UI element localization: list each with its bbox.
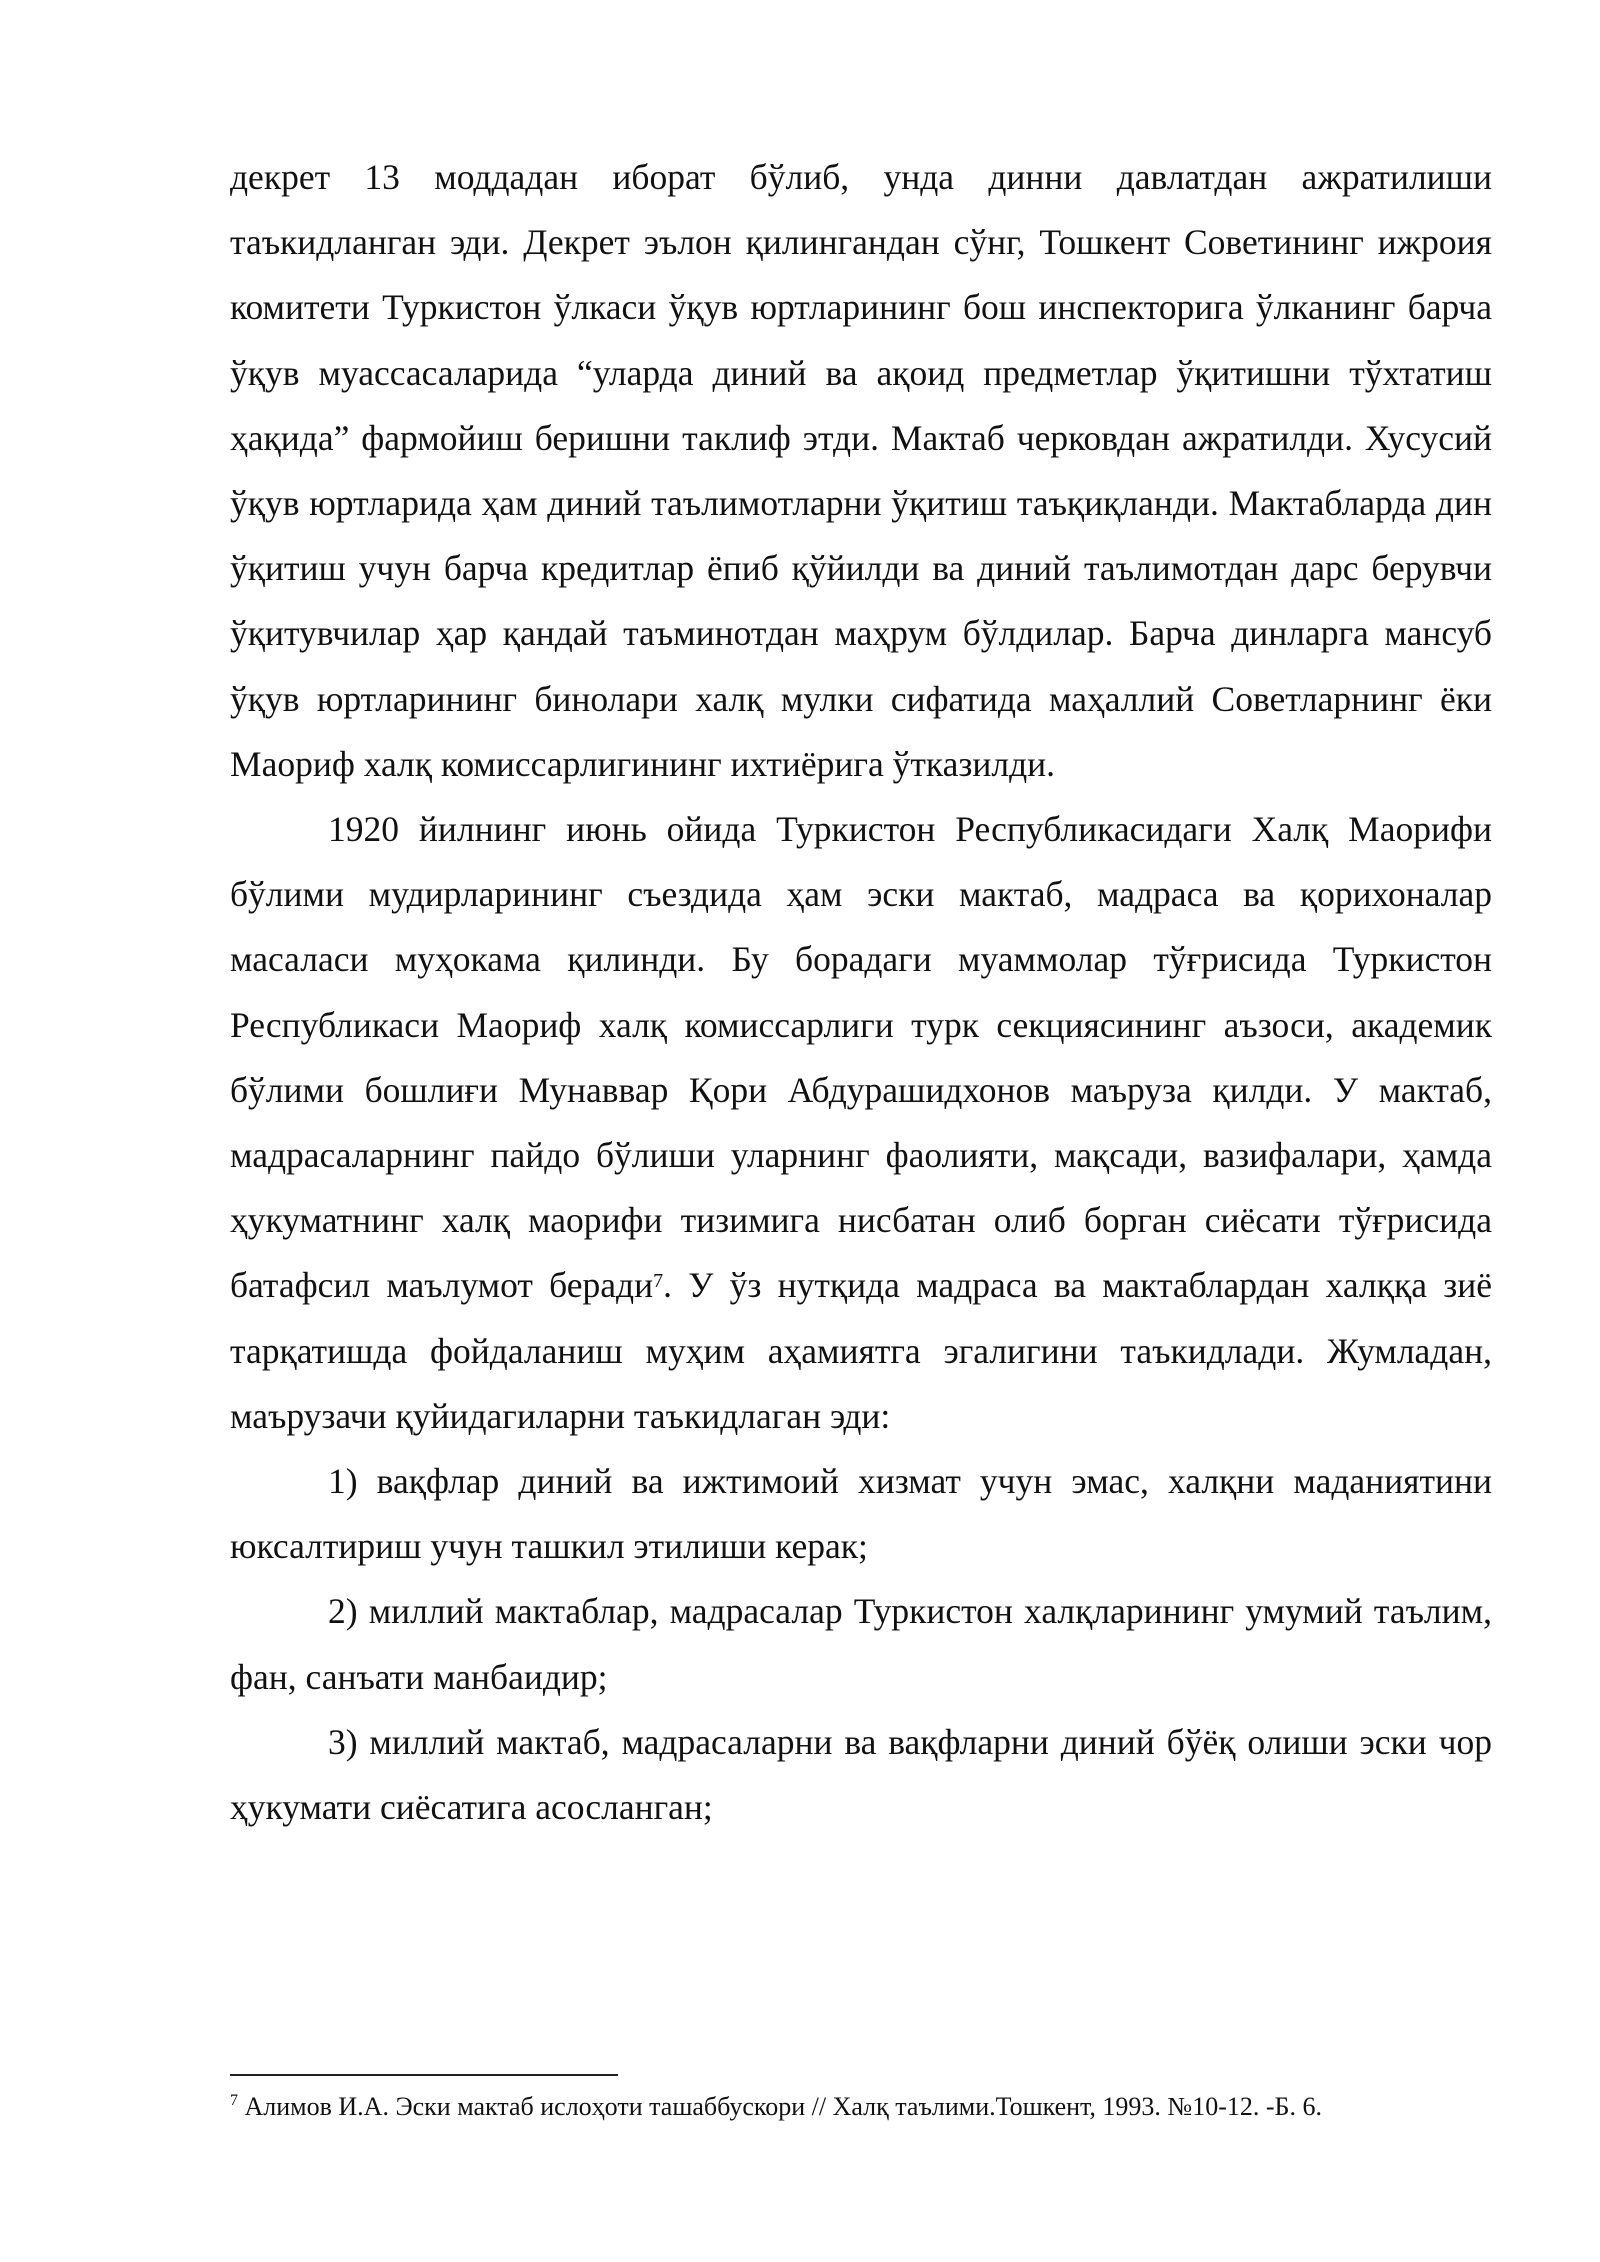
paragraph-2-text: 1920 йилнинг июнь ойида Туркистон Республикасидаги Халқ Маорифи бўлими мудирларининг съездида ҳам эски мактаб, мадраса ва қорихоналар масаласи муҳокама қилинди. Бу борадаги муаммолар тўғрисида Туркистон Республикаси Маориф халқ комиссарлиги турк секциясининг аъзоси, академик бўлими бошлиғи Мунаввар Қори Абдурашидхонов маъруза қилди. У мактаб, мадрасаларнинг пайдо бўлиши уларнинг фаолияти, мақсади, вазифалари, ҳамда ҳукуматнинг халқ маорифи тизимига нисбатан олиб борган сиёсати тўғрисида батафсил маълумот беради	[230, 809, 1492, 1306]
paragraph-1: декрет 13 моддадан иборат бўлиб, унда динни давлатдан ажратилиши таъкидланган эди. Декрет эълон қилингандан сўнг, Тошкент Советининг ижроия комитети Туркистон ўлкаси ўқув юртларининг бош инспекторига ўлканинг барча ўқув муассасаларида “уларда диний ва ақоид предметлар ўқитишни тўхтатиш ҳақида” фармойиш беришни таклиф этди. Мактаб черковдан ажратилди. Хусусий ўқув юртларида ҳам диний таълимотларни ўқитиш таъқиқланди. Мактабларда дин ўқитиш учун барча кредитлар ёпиб қўйилди ва диний таълимотдан дарс берувчи ўқитувчилар ҳар қандай таъминотдан маҳрум бўлдилар. Барча динларга мансуб ўқув юртларининг бинолари халқ мулки сифатида маҳаллий Советларнинг ёки Маориф халқ комиссарлигининг ихтиёрига ўтказилди.	[230, 157, 1492, 784]
footnote-reference[interactable]: 7	[653, 1269, 664, 1292]
list-item-1: 1) вақфлар диний ва ижтимоий хизмат учун эмас, халқни маданиятини юксалтириш учун ташкил этилиши керак;	[230, 1461, 1492, 1567]
main-text	[230, 145, 1492, 1840]
footnote	[230, 2090, 1492, 2124]
footnote-separator	[230, 2074, 618, 2076]
footnote-marker: 7	[230, 2092, 238, 2110]
list-item-3: 3) миллий мактаб, мадрасаларни ва вақфларни диний бўёқ олиши эски чор ҳукумати сиёсатига асосланган;	[230, 1721, 1492, 1828]
footnote-text: Алимов И.А. Эски мактаб ислоҳоти ташаббускори // Халқ таълими.Тошкент, 1993. №10-12. -Б. 6.	[238, 2092, 1322, 2121]
list-item-2: 2) миллий мактаблар, мадрасалар Туркистон халқларининг умумий таълим, фан, санъати манбаидир;	[230, 1591, 1492, 1697]
paragraph-2	[230, 797, 1492, 1449]
paragraph-2-continuation: . У ўз нутқида мадраса ва мактаблардан халққа зиё тарқатишда фойдаланиш муҳим аҳамиятга эгалигини таъкидлади. Жумладан, маърузачи қуйидагиларни таъкидлаган эди:	[230, 1265, 1492, 1436]
